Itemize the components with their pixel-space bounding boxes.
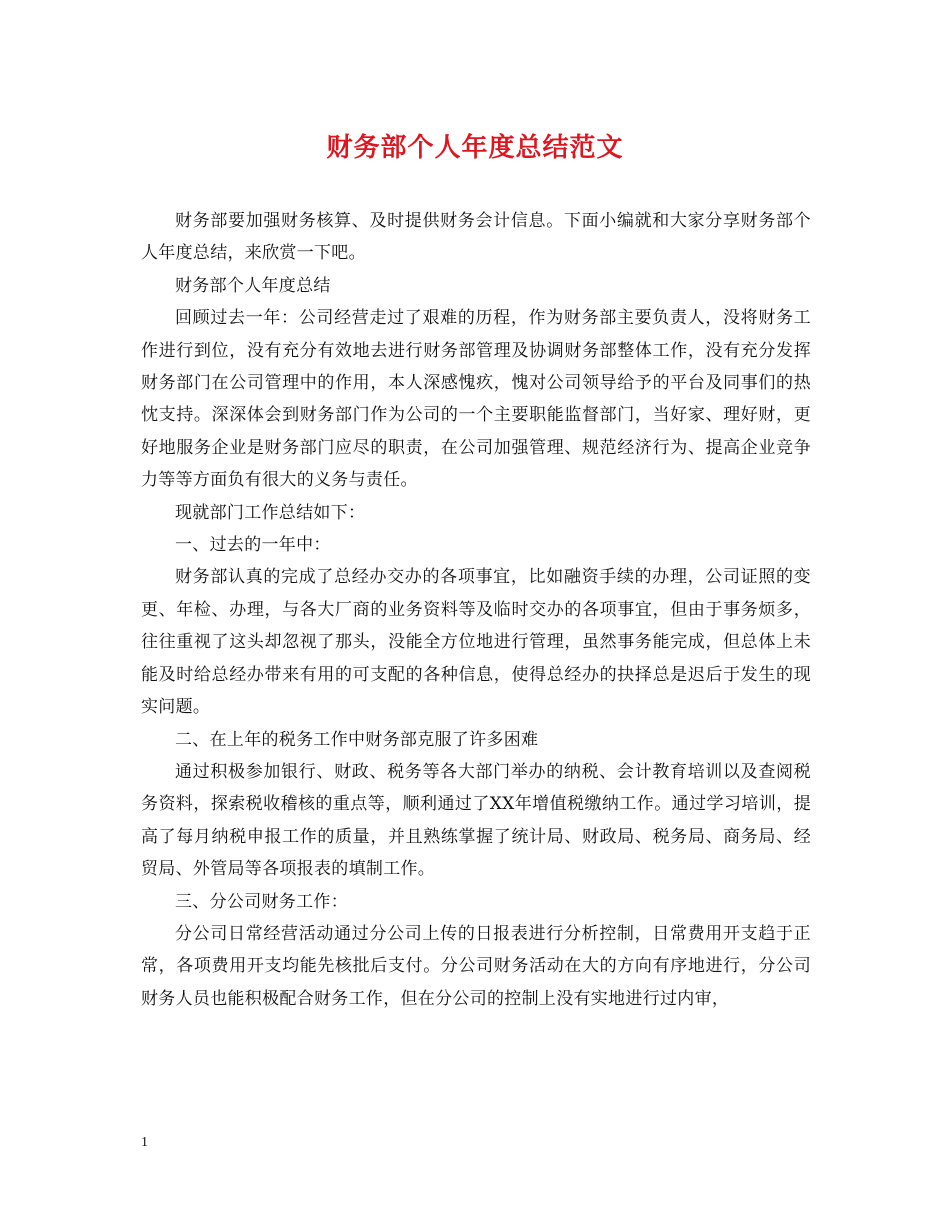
paragraph-section-3: 分公司日常经营活动通过分公司上传的日报表进行分析控制，日常费用开支趋于正常，各项费用开支均能先核批后支付。分公司财务活动在大的方向有序地进行，分公司财务人员也能积极配合财务工作，但在分公司的控制上没有实地进行过内审， [141, 923, 811, 1009]
document-title: 财务部个人年度总结范文 [326, 133, 624, 163]
document-body [141, 205, 811, 1015]
paragraph-subtitle: 财务部个人年度总结 [175, 275, 331, 296]
section-heading-2: 二、在上年的税务工作中财务部克服了许多困难 [175, 729, 539, 750]
page-number: 1 [141, 1135, 148, 1150]
paragraph-section-1: 财务部认真的完成了总经办交办的各项事宜，比如融资手续的办理，公司证照的变更、年检、办理，与各大厂商的业务资料等及临时交办的各项事宜，但由于事务烦多，往往重视了这头却忽视了那头，没能全方位地进行管理，虽然事务能完成，但总体上未能及时给总经办带来有用的可支配的各种信息，使得总经办的抉择总是迟后于发生的现实问题。 [141, 567, 811, 718]
section-heading-1: 一、过去的一年中： [175, 535, 331, 556]
paragraph-intro: 财务部要加强财务核算、及时提供财务会计信息。下面小编就和大家分享财务部个人年度总结，来欣赏一下吧。 [141, 211, 811, 264]
paragraph-section-2: 通过积极参加银行、财政、税务等各大部门举办的纳税、会计教育培训以及查阅税务资料，探索税收稽核的重点等，顺利通过了XX年增值税缴纳工作。通过学习培训，提高了每月纳税申报工作的质量，并且熟练掌握了统计局、财政局、税务局、商务局、经贸局、外管局等各项报表的填制工作。 [141, 761, 811, 880]
section-heading-3: 三、分公司财务工作： [175, 891, 348, 912]
paragraph-summary-lead: 现就部门工作总结如下： [175, 502, 366, 523]
paragraph-review: 回顾过去一年：公司经营走过了艰难的历程，作为财务部主要负责人，没将财务工作进行到位，没有充分有效地去进行财务部管理及协调财务部整体工作，没有充分发挥财务部门在公司管理中的作用，本人深感愧疚，愧对公司领导给予的平台及同事们的热忱支持。深深体会到财务部门作为公司的一个主要职能监督部门，当好家、理好财，更好地服务企业是财务部门应尽的职责，在公司加强管理、规范经济行为、提高企业竞争力等等方面负有很大的义务与责任。 [141, 308, 811, 491]
